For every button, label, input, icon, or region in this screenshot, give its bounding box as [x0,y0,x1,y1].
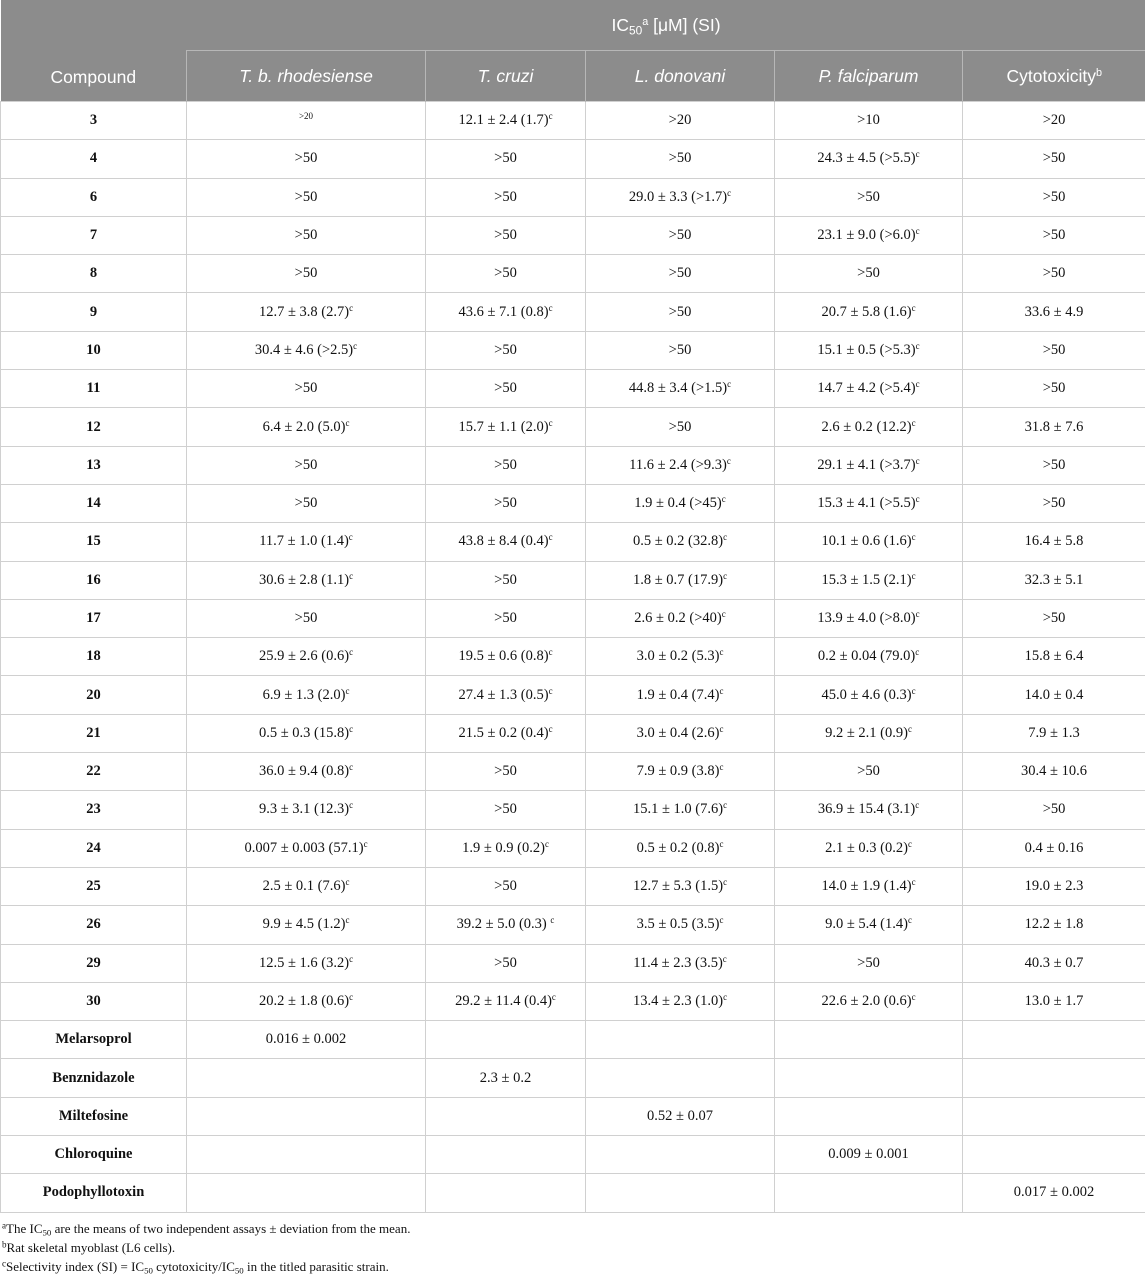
cell-l-donovani: 2.6 ± 0.2 (>40)$^c$ [586,599,775,637]
table-row [1,791,1145,829]
cell-compound: 16 [1,561,187,599]
footnote-a: $^a$The $IC_{50}$ are the means of two independent assays ± deviation from the mean. [2,1220,411,1238]
cell-l-donovani: >20 [586,102,775,140]
cell-t-cruzi [426,1136,586,1174]
header-ic50-group: $IC_{50}^a$ [μM] (SI) [187,0,1145,51]
header-t-cruzi: T. cruzi [426,51,586,102]
cell-cytotoxicity: 0.017 ± 0.002 [963,1174,1145,1212]
cell-t-cruzi: >50 [426,753,586,791]
cell-l-donovani: 0.52 ± 0.07 [586,1097,775,1135]
table-row [1,714,1145,752]
header-t-b-rhodesiense: T. b. rhodesiense [187,51,426,102]
cell-t-cruzi [426,1174,586,1212]
cell-t-cruzi: 19.5 ± 0.6 $(0.8)^c$ [426,638,586,676]
table-row [1,867,1145,905]
cell-t-b-rhodesiense: 20.2 ± 1.8 $(0.6)^c$ [187,982,426,1020]
cell-compound: Chloroquine [1,1136,187,1174]
table-row [1,638,1145,676]
cell-cytotoxicity [963,1059,1145,1097]
cell-t-b-rhodesiense [187,1174,426,1212]
cell-l-donovani: 11.6 ± 2.4 (>9.3)$^c$ [586,446,775,484]
cell-t-b-rhodesiense: 6.9 ± 1.3 $(2.0)^c$ [187,676,426,714]
header-compound: Compound [1,0,187,102]
cell-cytotoxicity: >50 [963,370,1145,408]
cell-l-donovani: 0.5 ± 0.2 $(0.8)^c$ [586,829,775,867]
table-row [1,1021,1145,1059]
cell-t-b-rhodesiense [187,1059,426,1097]
cell-t-b-rhodesiense: 12.5 ± 1.6 $(3.2)^c$ [187,944,426,982]
cell-cytotoxicity: 0.4 ± 0.16 [963,829,1145,867]
cell-p-falciparum: 9.2 ± 2.1 $(0.9)^c$ [775,714,963,752]
cell-t-cruzi: >50 [426,791,586,829]
cell-t-b-rhodesiense: >50 [187,370,426,408]
table-row [1,331,1145,369]
cell-compound: 30 [1,982,187,1020]
header-p-falciparum: P. falciparum [775,51,963,102]
cell-cytotoxicity: 16.4 ± 5.8 [963,523,1145,561]
cell-t-b-rhodesiense: 9.3 ± 3.1 $(12.3)^c$ [187,791,426,829]
table-row [1,1136,1145,1174]
cell-p-falciparum: >50 [775,944,963,982]
cell-compound: 23 [1,791,187,829]
cell-cytotoxicity: 33.6 ± 4.9 [963,293,1145,331]
cell-cytotoxicity: >50 [963,216,1145,254]
cell-l-donovani: 3.0 ± 0.2 $(5.3)^c$ [586,638,775,676]
cell-compound: 21 [1,714,187,752]
cell-t-cruzi: >50 [426,140,586,178]
cell-p-falciparum: 13.9 ± 4.0 (>8.0)$^c$ [775,599,963,637]
cell-cytotoxicity: >50 [963,331,1145,369]
cell-t-cruzi: 29.2 ± 11.4 $(0.4)^c$ [426,982,586,1020]
cell-t-cruzi: >50 [426,867,586,905]
cell-cytotoxicity: 30.4 ± 10.6 [963,753,1145,791]
cell-compound: 29 [1,944,187,982]
cell-p-falciparum: 45.0 ± 4.6 $(0.3)^c$ [775,676,963,714]
cell-l-donovani: >50 [586,331,775,369]
cell-t-b-rhodesiense: 11.7 ± 1.0 $(1.4)^c$ [187,523,426,561]
cell-p-falciparum: 15.3 ± 4.1 (>5.5)$^c$ [775,484,963,522]
cell-compound: 7 [1,216,187,254]
cell-t-b-rhodesiense: >50 [187,599,426,637]
cell-cytotoxicity: >50 [963,484,1145,522]
cell-compound: 6 [1,178,187,216]
cell-compound: 25 [1,867,187,905]
cell-compound: Miltefosine [1,1097,187,1135]
cell-cytotoxicity [963,1136,1145,1174]
cell-l-donovani: 1.8 ± 0.7 $(17.9)^c$ [586,561,775,599]
cell-l-donovani: 13.4 ± 2.3 $(1.0)^c$ [586,982,775,1020]
table-row [1,293,1145,331]
cell-cytotoxicity: >50 [963,255,1145,293]
cell-t-cruzi: >50 [426,331,586,369]
cell-t-b-rhodesiense [187,1136,426,1174]
cell-p-falciparum: 2.1 ± 0.3 $(0.2)^c$ [775,829,963,867]
cell-l-donovani: 7.9 ± 0.9 $(3.8)^c$ [586,753,775,791]
cell-p-falciparum: 14.7 ± 4.2 (>5.4)$^c$ [775,370,963,408]
cell-t-cruzi: 1.9 ± 0.9 $(0.2)^c$ [426,829,586,867]
cell-cytotoxicity: 14.0 ± 0.4 [963,676,1145,714]
table-row [1,408,1145,446]
cell-t-b-rhodesiense: >50 [187,140,426,178]
cell-p-falciparum: 22.6 ± 2.0 $(0.6)^c$ [775,982,963,1020]
cell-t-b-rhodesiense: 36.0 ± 9.4 $(0.8)^c$ [187,753,426,791]
cell-t-cruzi: >50 [426,216,586,254]
table-row [1,829,1145,867]
cell-p-falciparum: 14.0 ± 1.9 $(1.4)^c$ [775,867,963,905]
cell-compound: Podophyllotoxin [1,1174,187,1212]
cell-t-cruzi: 43.8 ± 8.4 $(0.4)^c$ [426,523,586,561]
cell-p-falciparum [775,1097,963,1135]
table-row [1,102,1145,140]
cell-l-donovani: 1.9 ± 0.4 (>45)$^c$ [586,484,775,522]
cell-cytotoxicity [963,1021,1145,1059]
cell-t-cruzi: 43.6 ± 7.1 $(0.8)^c$ [426,293,586,331]
cell-cytotoxicity: >20 [963,102,1145,140]
cell-cytotoxicity: 7.9 ± 1.3 [963,714,1145,752]
cell-compound: 26 [1,906,187,944]
cell-compound: 14 [1,484,187,522]
cell-p-falciparum: 15.3 ± 1.5 $(2.1)^c$ [775,561,963,599]
cell-cytotoxicity: >50 [963,178,1145,216]
cell-cytotoxicity: >50 [963,446,1145,484]
table-row [1,523,1145,561]
table-row [1,255,1145,293]
cell-compound: 22 [1,753,187,791]
table-row [1,216,1145,254]
cell-t-cruzi: >50 [426,561,586,599]
cell-l-donovani [586,1021,775,1059]
cell-cytotoxicity: 12.2 ± 1.8 [963,906,1145,944]
cell-compound: 3 [1,102,187,140]
cell-p-falciparum: 23.1 ± 9.0 (>6.0)$^c$ [775,216,963,254]
cell-compound: 8 [1,255,187,293]
cell-p-falciparum: 36.9 ± 15.4 $(3.1)^c$ [775,791,963,829]
cell-l-donovani: 15.1 ± 1.0 $(7.6)^c$ [586,791,775,829]
cell-compound: 10 [1,331,187,369]
cell-l-donovani: >50 [586,408,775,446]
cell-p-falciparum: >50 [775,178,963,216]
cell-compound: Benznidazole [1,1059,187,1097]
cell-l-donovani [586,1136,775,1174]
cell-t-b-rhodesiense: 30.4 ± 4.6 (>2.5)$^c$ [187,331,426,369]
cell-p-falciparum: 9.0 ± 5.4 $(1.4)^c$ [775,906,963,944]
cell-compound: 18 [1,638,187,676]
table-header [1,0,1145,102]
table-row [1,676,1145,714]
table-body [1,102,1145,1213]
cell-t-b-rhodesiense: 9.9 ± 4.5 $(1.2)^c$ [187,906,426,944]
cell-t-b-rhodesiense: 0.016 ± 0.002 [187,1021,426,1059]
cell-cytotoxicity: 40.3 ± 0.7 [963,944,1145,982]
table-row [1,906,1145,944]
cell-l-donovani: 0.5 ± 0.2 $(32.8)^c$ [586,523,775,561]
cell-l-donovani [586,1174,775,1212]
cell-t-b-rhodesiense: >50 [187,484,426,522]
cell-t-b-rhodesiense: 2.5 ± 0.1 $(7.6)^c$ [187,867,426,905]
cell-t-b-rhodesiense: >50 [187,255,426,293]
table-row [1,370,1145,408]
cell-t-b-rhodesiense: 0.5 ± 0.3 $(15.8)^c$ [187,714,426,752]
cell-t-cruzi: >50 [426,944,586,982]
cell-p-falciparum [775,1059,963,1097]
cell-p-falciparum: 20.7 ± 5.8 $(1.6)^c$ [775,293,963,331]
cell-t-cruzi: 2.3 ± 0.2 [426,1059,586,1097]
cell-cytotoxicity: 15.8 ± 6.4 [963,638,1145,676]
cell-t-cruzi: 27.4 ± 1.3 $(0.5)^c$ [426,676,586,714]
cell-cytotoxicity: >50 [963,599,1145,637]
cell-t-cruzi: >50 [426,484,586,522]
cell-p-falciparum: >50 [775,255,963,293]
table-row [1,1174,1145,1212]
table-row [1,599,1145,637]
footnote-c: $^c$Selectivity index $(SI) = IC_{50}$ cytotoxicity/$IC_{50}$ in the titled parasitic strain. [2,1258,389,1276]
cell-p-falciparum: 2.6 ± 0.2 $(12.2)^c$ [775,408,963,446]
footnote-b: $^b$Rat skeletal myoblast (L6 cells). [2,1239,176,1255]
cell-p-falciparum: 0.009 ± 0.001 [775,1136,963,1174]
table-row [1,1097,1145,1135]
header-l-donovani: L. donovani [586,51,775,102]
cell-l-donovani: 1.9 ± 0.4 $(7.4)^c$ [586,676,775,714]
cell-compound: 11 [1,370,187,408]
cell-p-falciparum: 0.2 ± 0.04 $(79.0)^c$ [775,638,963,676]
cell-t-b-rhodesiense: 30.6 ± 2.8 $(1.1)^c$ [187,561,426,599]
cell-t-cruzi: >50 [426,255,586,293]
cell-t-cruzi: 39.2 ± 5.0 (0.3) $^c$ [426,906,586,944]
cell-compound: 24 [1,829,187,867]
cell-t-cruzi: >50 [426,446,586,484]
table-row [1,140,1145,178]
cell-t-b-rhodesiense: >50 [187,178,426,216]
cell-compound: 13 [1,446,187,484]
cell-t-cruzi: 15.7 ± 1.1 $(2.0)^c$ [426,408,586,446]
cell-compound: 20 [1,676,187,714]
cell-l-donovani: >50 [586,140,775,178]
cell-l-donovani: >50 [586,255,775,293]
cell-compound: 17 [1,599,187,637]
cell-t-cruzi [426,1021,586,1059]
cell-t-b-rhodesiense: 12.7 ± 3.8 $(2.7)^c$ [187,293,426,331]
cell-t-b-rhodesiense: 6.4 ± 2.0 $(5.0)^c$ [187,408,426,446]
cell-cytotoxicity: 31.8 ± 7.6 [963,408,1145,446]
cell-t-cruzi: >50 [426,599,586,637]
cell-cytotoxicity: >50 [963,140,1145,178]
cell-l-donovani: 3.0 ± 0.4 $(2.6)^c$ [586,714,775,752]
cell-p-falciparum: 15.1 ± 0.5 (>5.3)$^c$ [775,331,963,369]
cell-l-donovani: 12.7 ± 5.3 $(1.5)^c$ [586,867,775,905]
cell-cytotoxicity: >50 [963,791,1145,829]
cell-t-cruzi: 12.1 ± 2.4 $(1.7)^c$ [426,102,586,140]
cell-cytotoxicity: 32.3 ± 5.1 [963,561,1145,599]
cell-cytotoxicity [963,1097,1145,1135]
cell-p-falciparum: >10 [775,102,963,140]
cell-compound: Melarsoprol [1,1021,187,1059]
cell-l-donovani: 44.8 ± 3.4 (>1.5)$^c$ [586,370,775,408]
table-row [1,446,1145,484]
cell-cytotoxicity: 13.0 ± 1.7 [963,982,1145,1020]
cell-compound: 4 [1,140,187,178]
cell-p-falciparum: >50 [775,753,963,791]
table-row [1,982,1145,1020]
cell-p-falciparum [775,1021,963,1059]
cell-p-falciparum: 29.1 ± 4.1 (>3.7)$^c$ [775,446,963,484]
cell-t-b-rhodesiense [187,1097,426,1135]
table-row [1,944,1145,982]
table-row [1,484,1145,522]
footnotes [0,1219,1145,1276]
cell-l-donovani: 3.5 ± 0.5 $(3.5)^c$ [586,906,775,944]
cell-t-cruzi: >50 [426,370,586,408]
cell-t-cruzi: >50 [426,178,586,216]
cell-t-cruzi: 21.5 ± 0.2 $(0.4)^c$ [426,714,586,752]
header-cytotoxicity: Cytotoxicity$^b$ [963,51,1145,102]
cell-p-falciparum: 10.1 ± 0.6 $(1.6)^c$ [775,523,963,561]
cell-l-donovani [586,1059,775,1097]
cell-l-donovani: 11.4 ± 2.3 $(3.5)^c$ [586,944,775,982]
table-row [1,1059,1145,1097]
table-row [1,561,1145,599]
cell-l-donovani: >50 [586,216,775,254]
cell-compound: 15 [1,523,187,561]
cell-l-donovani: 29.0 ± 3.3 (>1.7)$^c$ [586,178,775,216]
cell-t-cruzi [426,1097,586,1135]
table-row [1,178,1145,216]
cell-t-b-rhodesiense: >20 [187,102,426,140]
cell-t-b-rhodesiense: >50 [187,216,426,254]
cell-t-b-rhodesiense: >50 [187,446,426,484]
cell-cytotoxicity: 19.0 ± 2.3 [963,867,1145,905]
cell-l-donovani: >50 [586,293,775,331]
table-row [1,753,1145,791]
cell-compound: 12 [1,408,187,446]
cell-compound: 9 [1,293,187,331]
cell-t-b-rhodesiense: 25.9 ± 2.6 $(0.6)^c$ [187,638,426,676]
cell-t-b-rhodesiense: 0.007 ± 0.003 $(57.1)^c$ [187,829,426,867]
cell-p-falciparum [775,1174,963,1212]
cell-p-falciparum: 24.3 ± 4.5 (>5.5)$^c$ [775,140,963,178]
